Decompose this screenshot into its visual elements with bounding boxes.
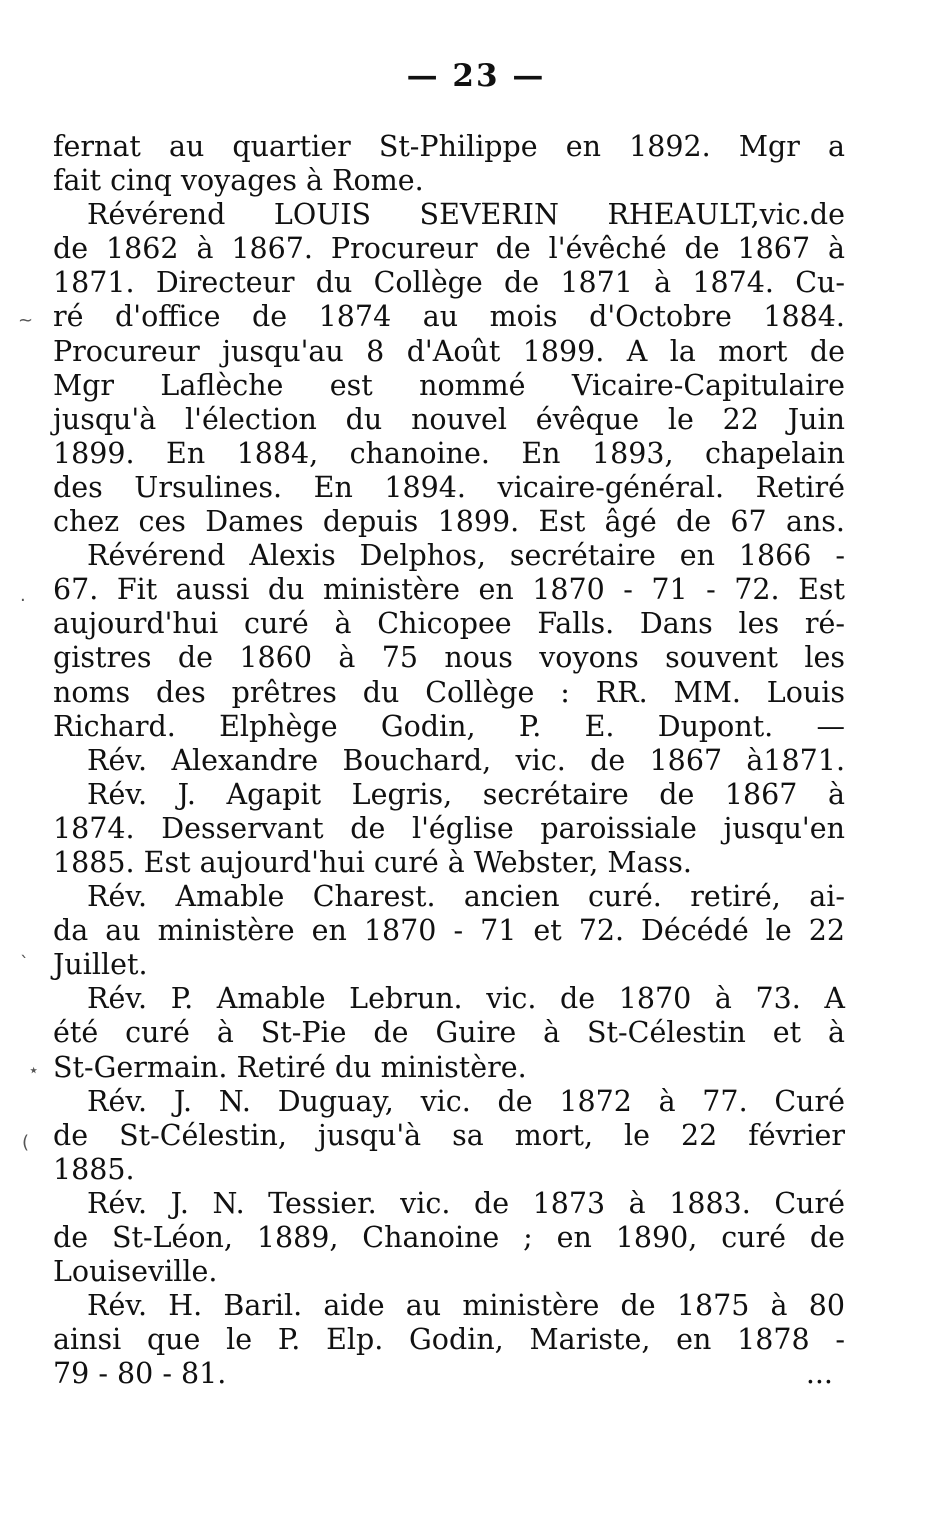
text-line-content: 79 - 80 - 81. [53, 1357, 227, 1391]
text-line: Juillet. [53, 948, 148, 982]
text-line: Rév. J. Agapit Legris, secrétaire de 1867 à [87, 777, 845, 811]
text-line: 1885. [53, 1152, 135, 1186]
text-line: Rév. J. N. Tessier. vic. de 1873 à 1883. Curé [87, 1186, 845, 1220]
text-line: de St-Célestin, jusqu'à sa mort, le 22 février [53, 1118, 845, 1152]
scan-speck: ` [20, 953, 29, 974]
text-line: Révérend Alexis Delphos, secrétaire en 1866 - [87, 539, 845, 573]
scan-speck: · [20, 590, 26, 611]
text-line: Louiseville. [53, 1255, 218, 1289]
text-line: Rév. P. Amable Lebrun. vic. de 1870 à 73. A [87, 982, 845, 1016]
text-line: chez ces Dames depuis 1899. Est âgé de 67 ans. [53, 505, 845, 539]
body-text [53, 130, 845, 1391]
text-line: de St-Léon, 1889, Chanoine ; en 1890, curé de [53, 1221, 845, 1254]
text-line: 1874. Desservant de l'église paroissiale jusqu'en [53, 811, 845, 845]
text-line: 1885. Est aujourd'hui curé à Webster, Mass. [53, 845, 692, 879]
page-number: — 23 — [406, 58, 546, 94]
text-line: aujourd'hui curé à Chicopee Falls. Dans les ré- [53, 607, 845, 641]
text-line: Procureur jusqu'au 8 d'Août 1899. A la mort de [53, 334, 845, 368]
text-line: jusqu'à l'élection du nouvel évêque le 22 Juin [53, 402, 845, 436]
text-line: Richard. Elphège Godin, P. E. Dupont. — [53, 709, 845, 743]
text-line: Rév. Amable Charest. ancien curé. retiré, ai- [87, 880, 845, 914]
text-line: noms des prêtres du Collège : RR. MM. Louis [53, 675, 845, 709]
text-line: 67. Fit aussi du ministère en 1870 - 71 - 72. Est [53, 573, 845, 607]
text-line: Rév. J. N. Duguay, vic. de 1872 à 77. Curé [87, 1084, 845, 1118]
text-line: Rév. Alexandre Bouchard, vic. de 1867 à1871. [87, 743, 845, 777]
text-line: gistres de 1860 à 75 nous voyons souvent les [53, 641, 845, 675]
text-line: 1871. Directeur du Collège de 1871 à 1874. Cu- [53, 266, 845, 300]
text-line: fernat au quartier St-Philippe en 1892. Mgr a [53, 130, 845, 163]
text-line: fait cinq voyages à Rome. [53, 164, 424, 198]
text-line: ré d'office de 1874 au mois d'Octobre 1884. [53, 300, 845, 334]
text-line: été curé à St-Pie de Guire à St-Célestin et à [53, 1016, 845, 1050]
text-line-last [53, 1357, 845, 1391]
text-line: Rév. H. Baril. aide au ministère de 1875 à 80 [87, 1289, 845, 1323]
text-line: Mgr Laflèche est nommé Vicaire-Capitulaire [53, 368, 845, 402]
text-line: da au ministère en 1870 - 71 et 72. Décédé le 22 [53, 914, 845, 948]
text-line: Révérend LOUIS SEVERIN RHEAULT,vic.de [87, 198, 845, 232]
scan-speck: ~ [18, 310, 34, 331]
scan-speck: ⋆ [28, 1060, 40, 1081]
text-line: de 1862 à 1867. Procureur de l'évêché de 1867 à [53, 232, 845, 266]
text-line: ainsi que le P. Elp. Godin, Mariste, en 1878 - [53, 1323, 845, 1357]
text-line: des Ursulines. En 1894. vicaire-général. Retiré [53, 470, 845, 504]
scan-speck: ( [22, 1132, 30, 1153]
text-line: 1899. En 1884, chanoine. En 1893, chapelain [53, 436, 845, 470]
trailing-ellipsis: ... [805, 1357, 833, 1391]
text-line: St-Germain. Retiré du ministère. [53, 1050, 527, 1084]
